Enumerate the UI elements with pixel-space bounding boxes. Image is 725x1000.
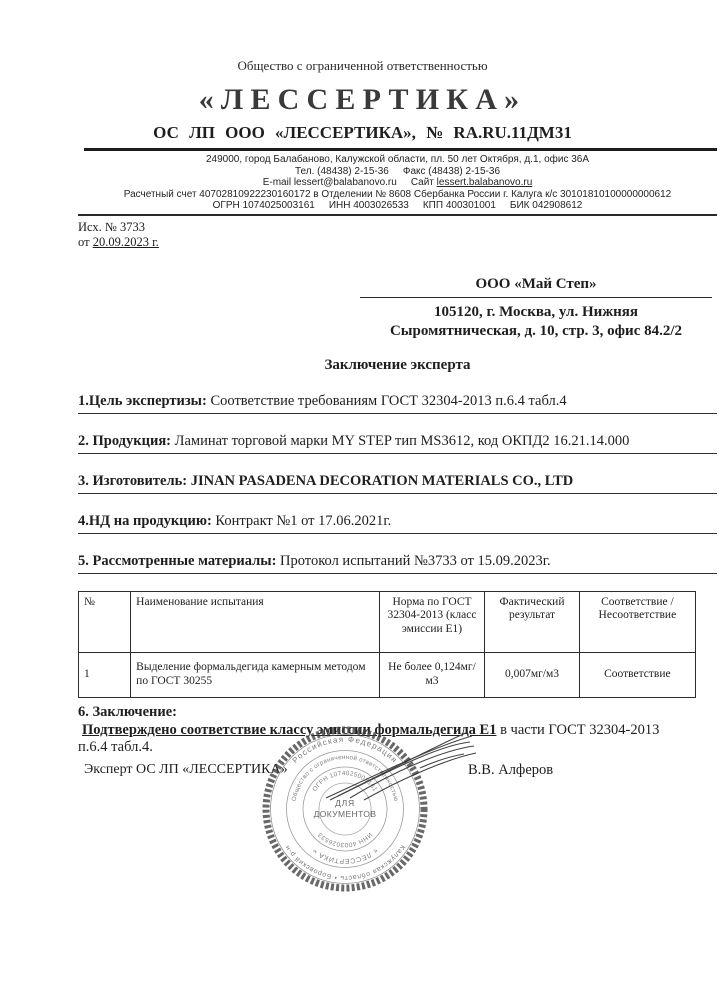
recipient-address <box>360 303 712 341</box>
conclusion-label: 6. Заключение: <box>78 703 178 720</box>
signature-strokes <box>320 726 480 806</box>
date-value: 20.09.2023 г. <box>92 234 159 249</box>
recipient-address-line2: Сыромятническая, д. 10, стр. 3, офис 84.2/2 <box>389 322 683 339</box>
letterhead <box>0 0 725 143</box>
col-header-norm: Норма по ГОСТ 32304-2013 (класс эмиссии Е1) <box>379 591 485 652</box>
thick-divider <box>84 148 717 151</box>
section-label: 1.Цель экспертизы: <box>78 392 207 409</box>
section-text: Протокол испытаний №3733 от 15.09.2023г. <box>280 552 551 569</box>
letterhead-email-site <box>78 177 717 189</box>
org-name-title: «ЛЕССЕРТИКА» <box>198 83 527 116</box>
section-purpose <box>78 394 717 414</box>
col-header-conformity: Соответствие / Несоответствие <box>579 591 695 652</box>
stamp-outer-bottom-text: Калужская область • Боровский р-н <box>284 843 406 882</box>
bik-value: БИК 042908612 <box>509 200 583 211</box>
site-link[interactable]: lessert.balabanovo.ru <box>436 177 533 188</box>
conclusion-rest: в части ГОСТ 32304-2013 <box>496 721 660 738</box>
section-nd <box>78 514 717 534</box>
date-prefix: от <box>78 234 90 249</box>
inn-value: ИНН 4003026533 <box>328 200 409 211</box>
section-label: 5. Рассмотренные материалы: <box>78 552 277 569</box>
conclusion-line2: п.6.4 табл.4. <box>78 738 153 755</box>
col-header-number: № <box>79 591 131 652</box>
stamp-center-line2: ДОКУМЕНТОВ <box>313 809 377 819</box>
cell-norm: Не более 0,124мг/м3 <box>379 652 485 697</box>
letterhead-account: Расчетный счет 40702810922230160172 в Отделении № 8608 Сбербанка России г. Калуга к/с 30101810100000000612 <box>123 188 672 200</box>
test-results-table <box>78 591 696 698</box>
recipient-address-line1: 105120, г. Москва, ул. Нижняя <box>433 303 639 320</box>
letterhead-phone-fax <box>78 166 717 178</box>
section-text: JINAN PASADENA DECORATION MATERIALS CO., LTD <box>190 472 574 489</box>
conclusion-underlined: Подтверждено соответствие классу эмиссии формальдегида Е1 <box>82 721 497 738</box>
outgoing-block <box>78 220 717 250</box>
outgoing-date <box>78 235 717 250</box>
fax-number: Факс (48438) 2-15-36 <box>402 165 501 177</box>
letterhead-contacts <box>78 154 717 212</box>
col-header-actual-result: Фактический результат <box>485 591 579 652</box>
section-label: 4.НД на продукцию: <box>78 512 212 529</box>
document-title: Заключение эксперта <box>324 356 471 373</box>
phone-number: Тел. (48438) 2-15-36 <box>294 165 389 177</box>
section-product <box>78 434 717 454</box>
section-label: 3. Изготовитель: <box>78 472 188 489</box>
cell-number: 1 <box>79 652 131 697</box>
letterhead-registry <box>78 200 717 212</box>
stamp-center-line1: ДЛЯ <box>335 798 355 808</box>
email-text[interactable]: E-mail lessert@balabanovo.ru <box>262 177 397 188</box>
site-label: Сайт <box>410 177 434 188</box>
stamp-middle-bottom-text: « ЛЕССЕРТИКА » <box>311 846 379 865</box>
svg-text:« ЛЕССЕРТИКА » <box>311 847 379 864</box>
stamp-inner-top-text: ОГРН 1074025003161 <box>311 769 379 793</box>
ogrn-value: ОГРН 1074025003161 <box>212 200 315 211</box>
outgoing-number: Исх. № 3733 <box>78 219 145 234</box>
section-text: Ламинат торговой марки MY STEP тип MS3612, код ОКПД2 16.21.14.000 <box>174 432 630 449</box>
cell-conformity: Соответствие <box>579 652 695 697</box>
section-manufacturer <box>78 474 717 494</box>
org-type-line: Общество с ограниченной ответственностью <box>237 58 488 73</box>
stamp-middle-top-text: Общество с ограниченной ответственностью <box>290 753 400 802</box>
thin-divider <box>78 214 717 216</box>
signer-name: В.В. Алферов <box>468 762 554 778</box>
table-header-row <box>79 591 696 652</box>
recipient-name: ООО «Май Степ» <box>360 276 712 298</box>
section-text: Контракт №1 от 17.06.2021г. <box>215 512 392 529</box>
stamp-inner-bottom-text: ИНН 4003026533 <box>316 830 374 849</box>
section-text: Соответствие требованиям ГОСТ 32304-2013 п.6.4 табл.4 <box>210 392 567 409</box>
cell-test-name: Выделение формальдегида камерным методом по ГОСТ 30255 <box>131 652 380 697</box>
signer-role: Эксперт ОС ЛП «ЛЕССЕРТИКА» <box>84 762 288 777</box>
table-row <box>79 652 696 697</box>
section-label: 2. Продукция: <box>78 432 171 449</box>
cell-actual-result: 0,007мг/м3 <box>485 652 579 697</box>
recipient-block <box>360 276 712 341</box>
section-materials <box>78 554 717 574</box>
content-column <box>78 148 717 756</box>
svg-text:ИНН 4003026533 <box>317 831 374 848</box>
letterhead-address: 249000, город Балабаново, Калужской области, пл. 50 лет Октября, д.1, офис 36А <box>205 154 590 165</box>
kpp-value: КПП 400301001 <box>422 200 496 211</box>
col-header-test-name: Наименование испытания <box>131 591 380 652</box>
stamp-outer-top-text: Российская Федерация <box>290 734 400 766</box>
accreditation-line: ОС ЛП ООО «ЛЕССЕРТИКА», № RA.RU.11ДМ31 <box>153 123 572 142</box>
